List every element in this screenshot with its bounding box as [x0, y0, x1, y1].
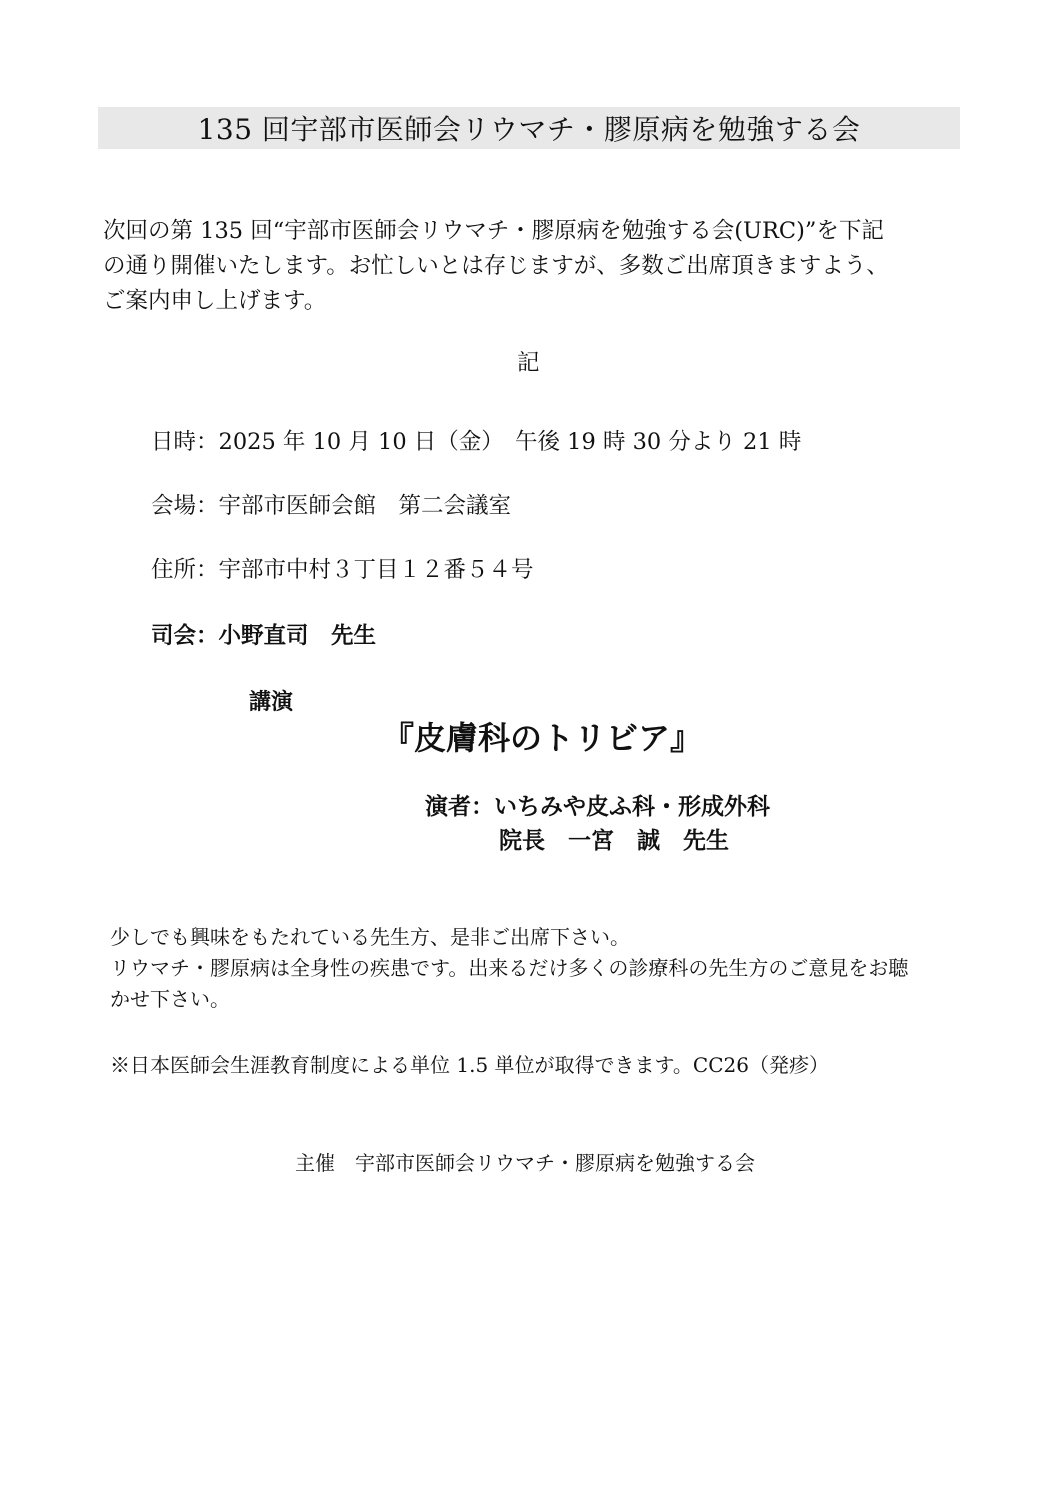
chair-line: 司会：小野直司 先生 [151, 623, 377, 649]
credit-note: ※日本医師会生涯教育制度による単位 1.5 単位が取得できます。CC26（発疹） [110, 1053, 829, 1077]
intro-paragraph [103, 214, 963, 319]
ki-heading: 記 [517, 350, 540, 376]
address-line: 住所：宇部市中村３丁目１２番５４号 [151, 557, 534, 583]
document-title: 135 回宇部市医師会リウマチ・膠原病を勉強する会 [197, 113, 861, 146]
venue-line: 会場：宇部市医師会館 第二会議室 [151, 493, 512, 519]
intro-line: ご案内申し上げます。 [103, 288, 327, 314]
speaker-affiliation: 演者：いちみや皮ふ科・形成外科 [425, 794, 770, 820]
organizer-line: 主催 宇部市医師会リウマチ・膠原病を勉強する会 [295, 1151, 755, 1175]
datetime-line: 日時：2025 年 10 月 10 日（金） 午後 19 時 30 分より 21 時 [151, 429, 802, 455]
document-title-bar [98, 107, 960, 149]
lecture-title: 『皮膚科のトリビア』 [382, 719, 703, 757]
invitation-notes [110, 922, 970, 1015]
speaker-name: 院長 一宮 誠 先生 [499, 828, 729, 854]
intro-line: 次回の第 135 回“宇部市医師会リウマチ・膠原病を勉強する会(URC)”を下記 [103, 218, 884, 244]
note-line: かせ下さい。 [110, 987, 230, 1011]
note-line: リウマチ・膠原病は全身性の疾患です。出来るだけ多くの診療科の先生方のご意見をお聴 [110, 956, 909, 980]
note-line: 少しでも興味をもたれている先生方、是非ご出席下さい。 [110, 925, 630, 949]
lecture-label: 講演 [249, 690, 294, 715]
intro-line: の通り開催いたします。お忙しいとは存じますが、多数ご出席頂きますよう、 [103, 253, 889, 279]
